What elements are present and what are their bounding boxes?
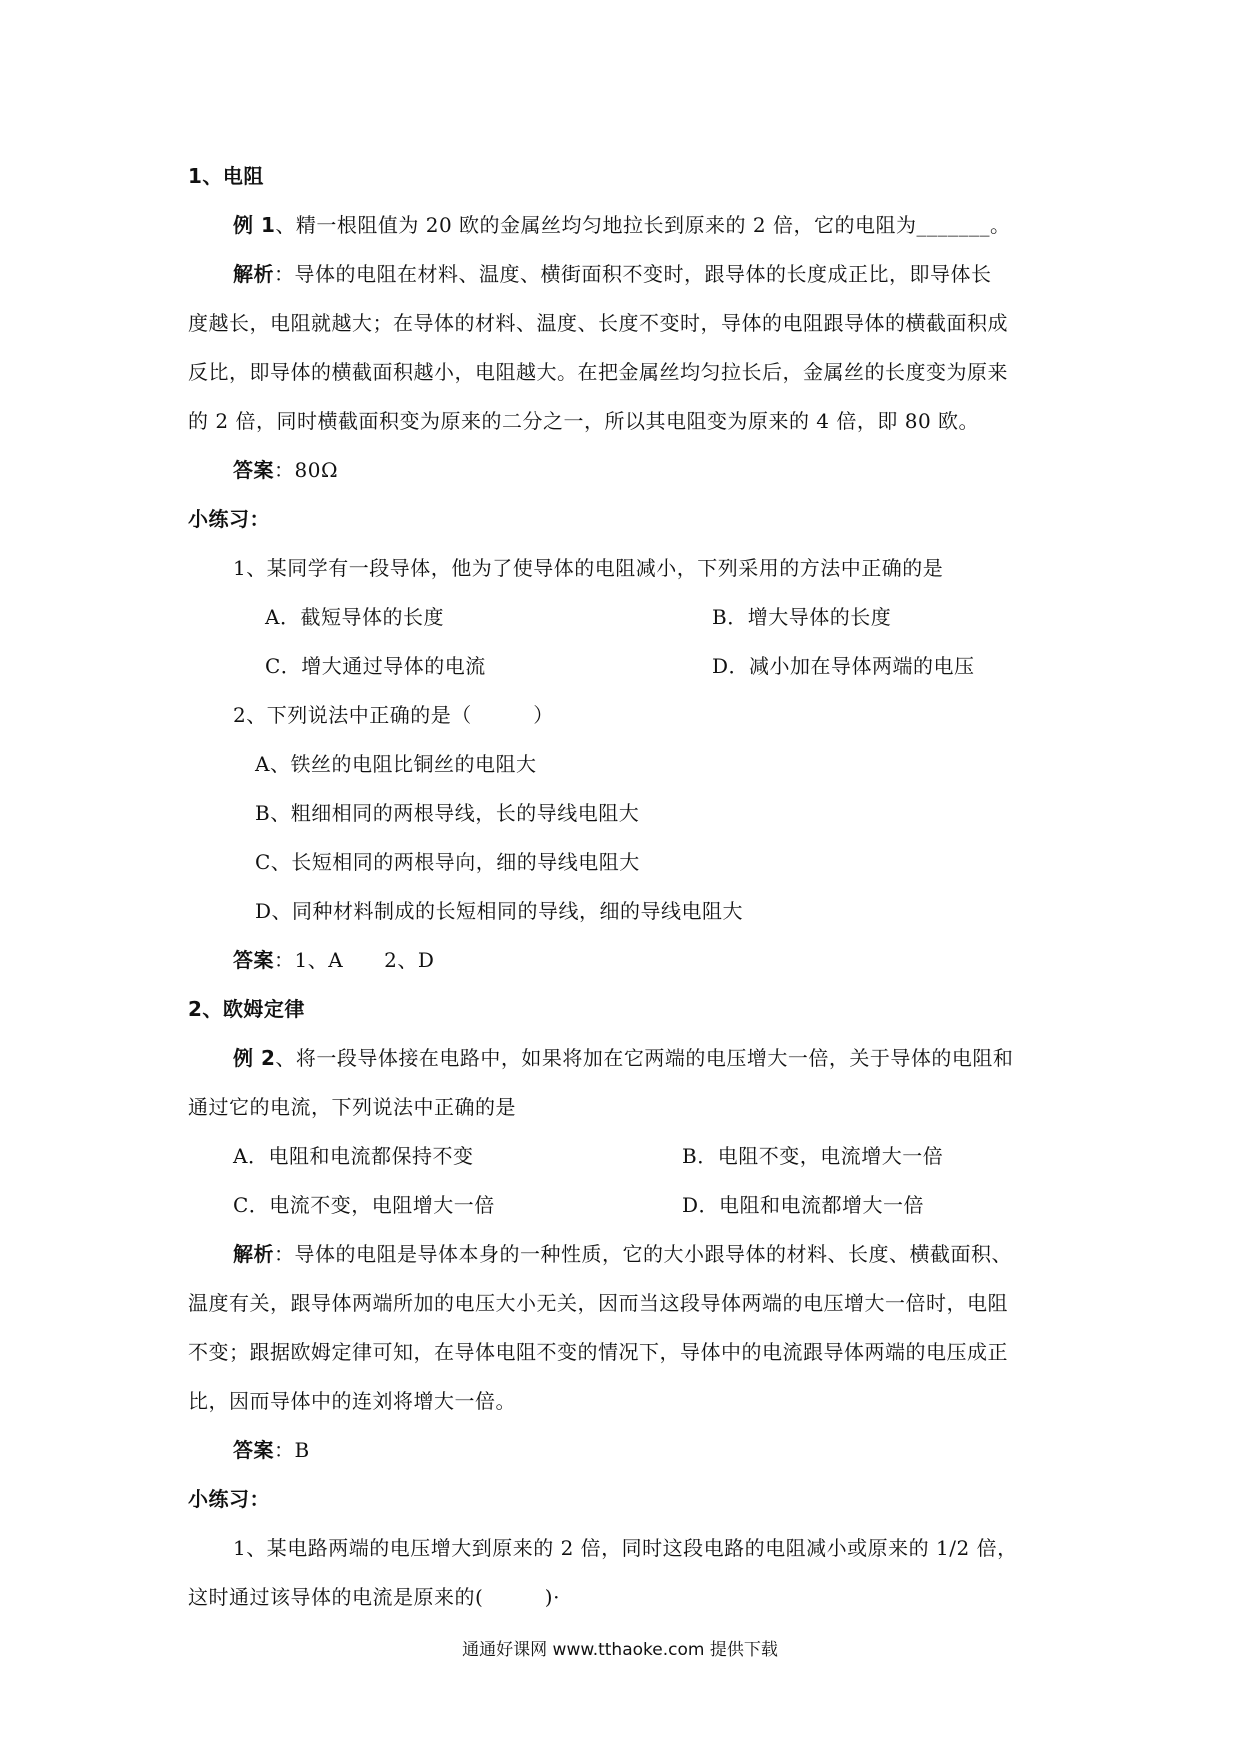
option-c: C．增大通过导体的电流 xyxy=(265,654,486,678)
practice-2-question-1-cont: 这时通过该导体的电流是原来的( )· xyxy=(188,1585,560,1609)
analysis-1-text: ：导体的电阻在材料、温度、横街面积不变时，跟导体的长度成正比，即导体长 xyxy=(274,262,992,286)
example-2 xyxy=(233,1045,1013,1071)
example-1-label: 例 1 xyxy=(233,213,276,237)
analysis-2-line: 比，因而导体中的连刘将增大一倍。 xyxy=(188,1389,516,1413)
example-2-text: 、将一段导体接在电路中，如果将加在它两端的电压增大一倍，关于导体的电阻和 xyxy=(275,1046,1014,1070)
option-c: C、长短相同的两根导向，细的导线电阻大 xyxy=(255,850,640,874)
analysis-2-label: 解析 xyxy=(233,1242,274,1266)
answer-1-value: ：80Ω xyxy=(274,458,339,482)
analysis-1-line: 的 2 倍，同时横截面积变为原来的二分之一，所以其电阻变为原来的 4 倍，即 80 欧。 xyxy=(188,409,980,433)
section-2-title: 2、欧姆定律 xyxy=(188,997,305,1021)
example-2-label: 例 2 xyxy=(233,1046,276,1070)
practice-2-heading: 小练习： xyxy=(188,1487,270,1511)
option-b: B．电阻不变，电流增大一倍 xyxy=(682,1144,944,1168)
practice-1-answer-label: 答案 xyxy=(233,948,274,972)
section-1-title: 1、电阻 xyxy=(188,164,264,188)
option-c: C．电流不变，电阻增大一倍 xyxy=(233,1193,495,1217)
analysis-1-line: 度越长，电阻就越大；在导体的材料、温度、长度不变时，导体的电阻跟导体的横截面积成 xyxy=(188,311,1008,335)
answer-2 xyxy=(233,1437,310,1463)
practice-1-question-1: 1、某同学有一段导体，他为了使导体的电阻减小，下列采用的方法中正确的是 xyxy=(233,556,944,580)
option-b: B、粗细相同的两根导线，长的导线电阻大 xyxy=(255,801,640,825)
practice-1-answer-value: ：1、A 2、D xyxy=(274,948,435,972)
answer-1-label: 答案 xyxy=(233,458,274,482)
practice-2-question-1: 1、某电路两端的电压增大到原来的 2 倍，同时这段电路的电阻减小或原来的 1/2 倍， xyxy=(233,1536,1018,1560)
analysis-1-label: 解析 xyxy=(233,262,274,286)
analysis-2-text: ：导体的电阻是导体本身的一种性质，它的大小跟导体的材料、长度、横截面积、 xyxy=(274,1242,1012,1266)
practice-1-heading: 小练习： xyxy=(188,507,270,531)
analysis-2-line: 不变；跟据欧姆定律可知，在导体电阻不变的情况下，导体中的电流跟导体两端的电压成正 xyxy=(188,1340,1008,1364)
option-d: D．减小加在导体两端的电压 xyxy=(712,654,975,678)
analysis-1-line: 反比，即导体的横截面积越小，电阻越大。在把金属丝均匀拉长后，金属丝的长度变为原来 xyxy=(188,360,1008,384)
example-1-text: 、精一根阻值为 20 欧的金属丝均匀地拉长到原来的 2 倍，它的电阻为_______。 xyxy=(275,213,1011,237)
option-d: D．电阻和电流都增大一倍 xyxy=(682,1193,925,1217)
answer-1 xyxy=(233,457,338,483)
footer-watermark: 通通好课网 www.tthaoke.com 提供下载 xyxy=(462,1640,778,1660)
practice-1-answer xyxy=(233,947,434,973)
option-b: B．增大导体的长度 xyxy=(712,605,892,629)
analysis-2-line xyxy=(233,1241,1012,1267)
answer-2-label: 答案 xyxy=(233,1438,274,1462)
option-d: D、同种材料制成的长短相同的导线，细的导线电阻大 xyxy=(255,899,744,923)
option-a: A、铁丝的电阻比铜丝的电阻大 xyxy=(255,752,537,776)
option-a: A．电阻和电流都保持不变 xyxy=(233,1144,474,1168)
option-a: A．截短导体的长度 xyxy=(265,605,444,629)
analysis-2-line: 温度有关，跟导体两端所加的电压大小无关，因而当这段导体两端的电压增大一倍时，电阻 xyxy=(188,1291,1008,1315)
example-2-text-line: 通过它的电流，下列说法中正确的是 xyxy=(188,1095,516,1119)
example-1 xyxy=(233,212,1011,238)
answer-2-value: ：B xyxy=(274,1438,310,1462)
practice-1-question-2: 2、下列说法中正确的是（ ） xyxy=(233,703,554,727)
analysis-1-line xyxy=(233,261,992,287)
